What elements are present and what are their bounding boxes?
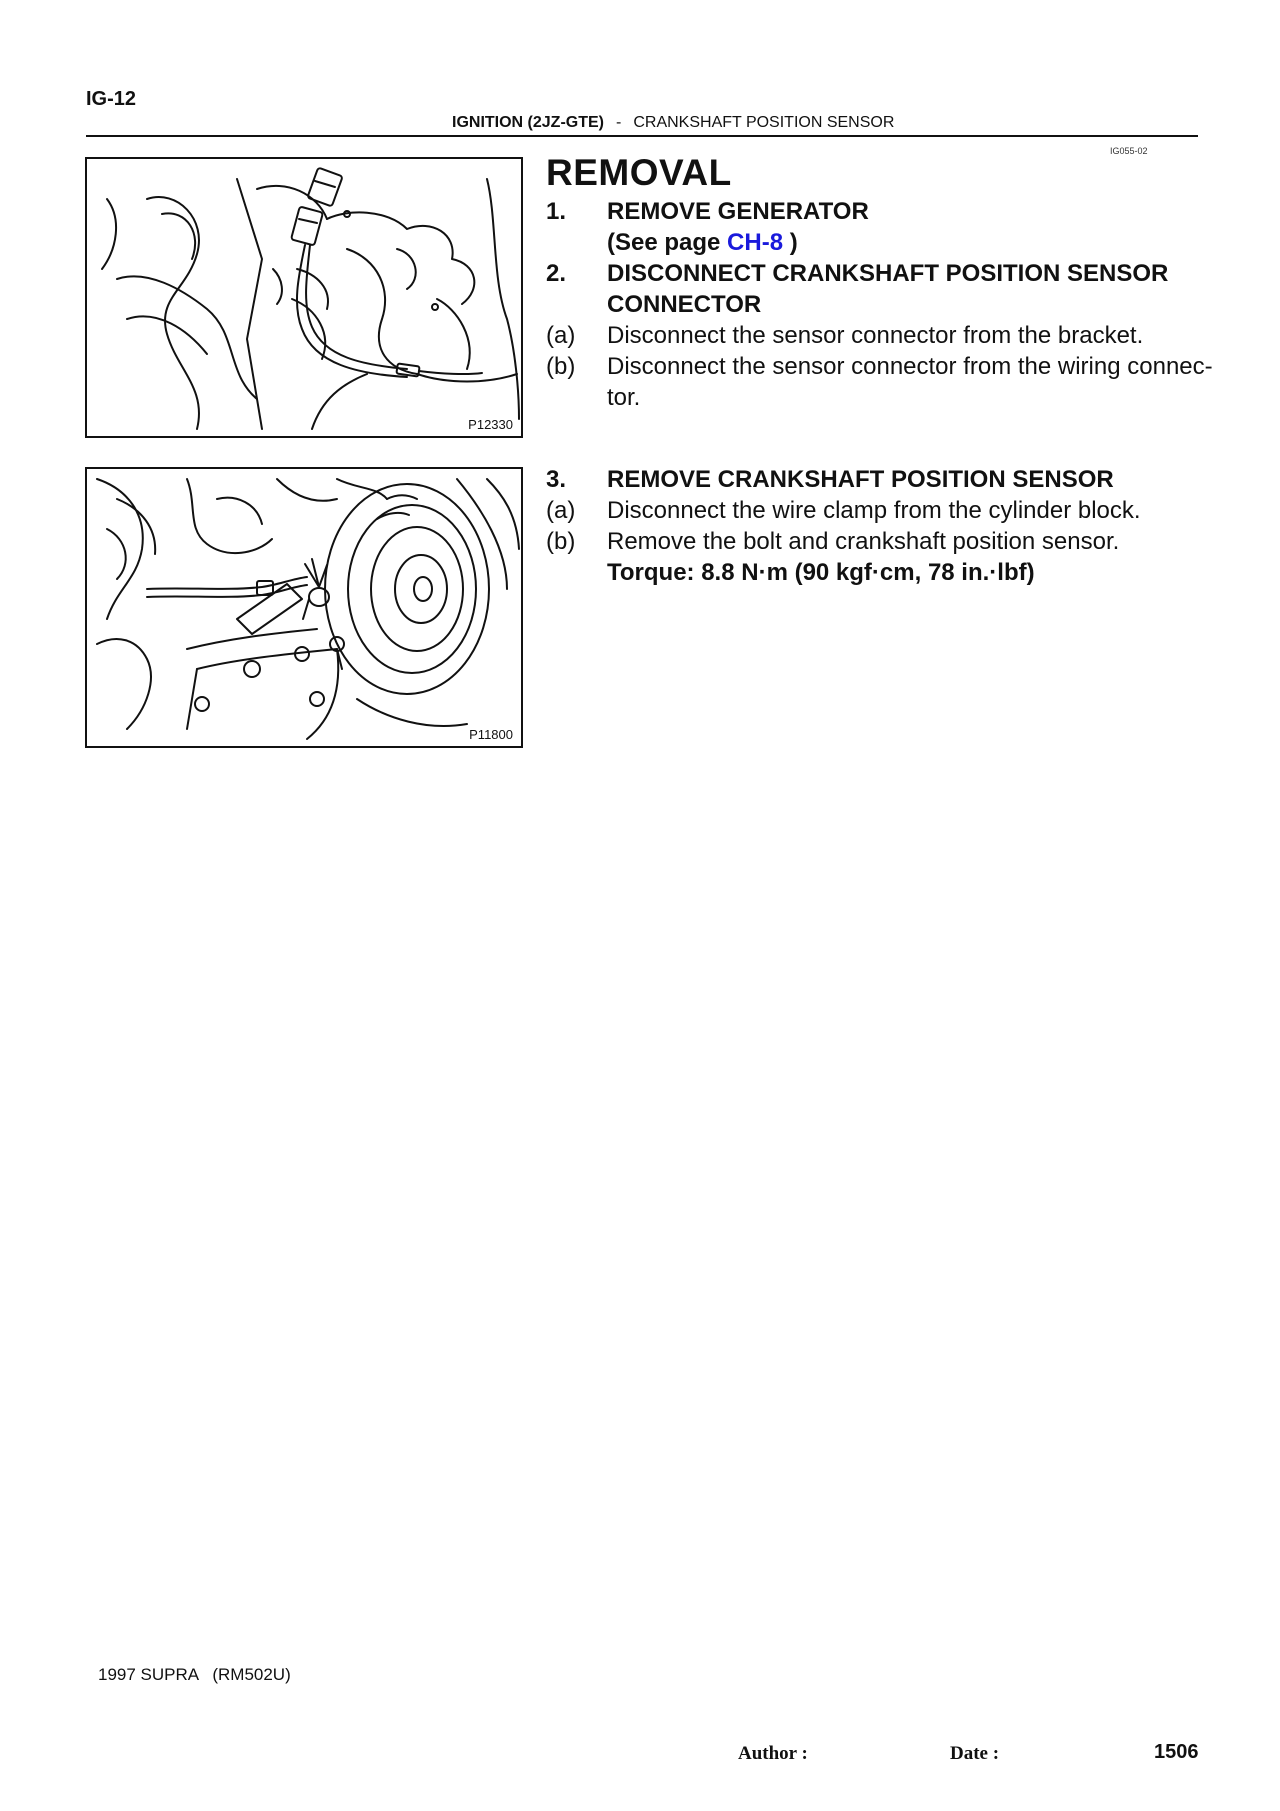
substep-text: tor.: [607, 384, 641, 411]
section-header: [452, 114, 894, 132]
step-text: CONNECTOR: [607, 291, 762, 318]
engine-connector-illustration-icon: [87, 159, 521, 436]
substep-letter: (b): [546, 528, 576, 555]
step-number: 3.: [546, 466, 567, 493]
figure-sensor: [85, 467, 523, 748]
page-number-bottom: 1506: [1154, 1741, 1199, 1763]
crankshaft-pulley-sensor-illustration-icon: [87, 469, 521, 746]
section-name: IGNITION (2JZ-GTE): [452, 114, 604, 131]
figure-label: P12330: [468, 417, 513, 432]
footer-model: 1997 SUPRA (RM502U): [98, 1665, 291, 1684]
torque-value: Torque: 8.8 N·m (90 kgf·cm, 78 in.·lbf): [607, 559, 1035, 586]
reference-suffix: ): [783, 229, 798, 256]
header-separator: -: [616, 114, 622, 131]
step-number: 2.: [546, 260, 567, 287]
substep-text: Disconnect the wire clamp from the cylinder block.: [607, 497, 1141, 524]
substep-text: Disconnect the sensor connector from the bracket.: [607, 322, 1144, 349]
figure-label: P11800: [469, 727, 513, 742]
header-rule: [86, 135, 1198, 137]
substep-letter: (b): [546, 353, 576, 380]
figure-connector: [85, 157, 523, 438]
author-label: Author :: [738, 1743, 808, 1764]
step-text: DISCONNECT CRANKSHAFT POSITION SENSOR: [607, 260, 1169, 287]
date-label: Date :: [950, 1743, 1000, 1764]
step-text: REMOVE CRANKSHAFT POSITION SENSOR: [607, 466, 1114, 493]
page-number: IG-12: [86, 88, 137, 110]
substep-text: Disconnect the sensor connector from the wiring connec-: [607, 353, 1213, 380]
subsection-name: CRANKSHAFT POSITION SENSOR: [633, 114, 895, 131]
section-title: REMOVAL: [546, 152, 732, 193]
reference-prefix: (See page: [607, 229, 728, 256]
page-link-ch8[interactable]: CH-8: [727, 229, 784, 256]
substep-text: Remove the bolt and crankshaft position sensor.: [607, 528, 1120, 555]
step-text: REMOVE GENERATOR: [607, 198, 869, 225]
substep-letter: (a): [546, 497, 576, 524]
substep-letter: (a): [546, 322, 576, 349]
step-number: 1.: [546, 198, 567, 225]
document-code: IG055-02: [1110, 146, 1148, 156]
